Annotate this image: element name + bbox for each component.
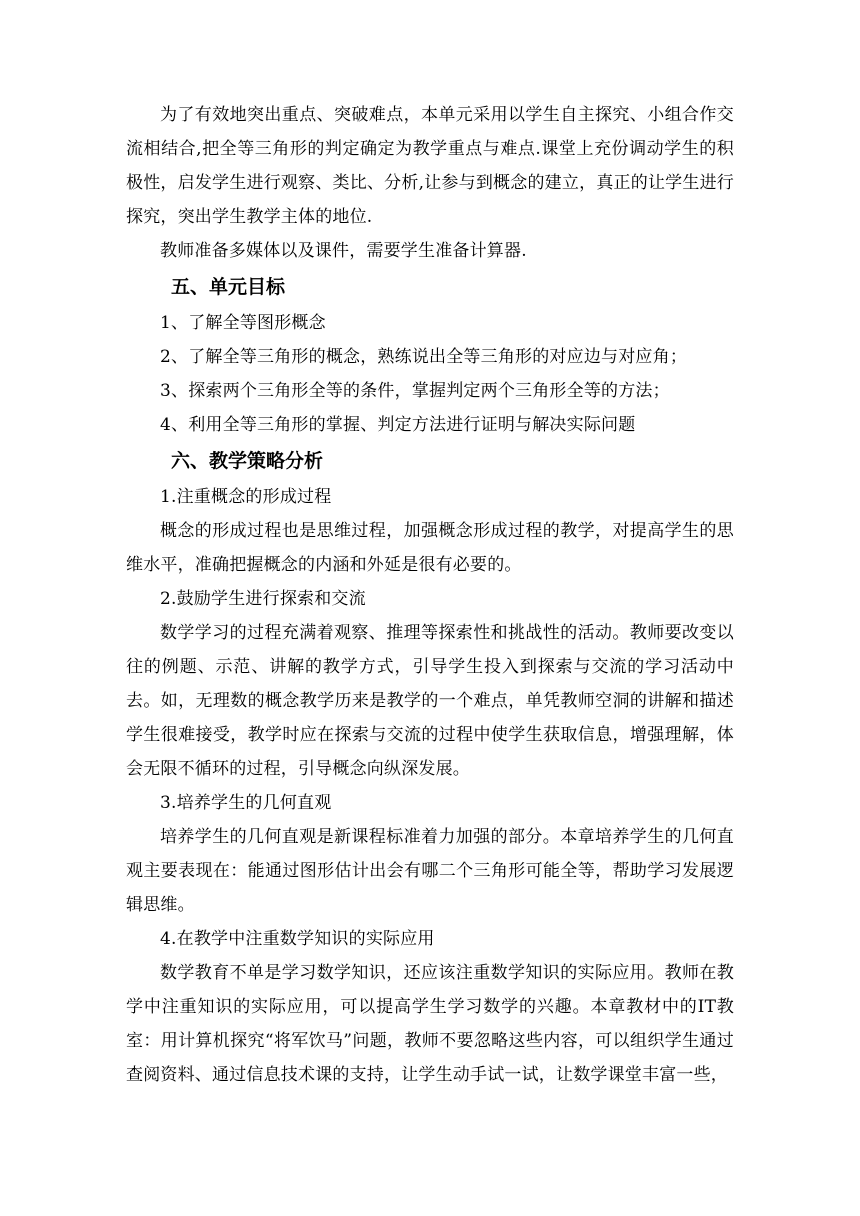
goal-item-2: 2、了解全等三角形的概念，熟练说出全等三角形的对应边与对应角； xyxy=(160,347,688,367)
strategy-title-4: 4.在教学中注重数学知识的实际应用 xyxy=(160,929,435,949)
intro-paragraph-1: 为了有效地突出重点、突破难点，本单元采用以学生自主探究、小组合作交流相结合,把全等三角形的判定确定为教学重点与难点.课堂上充份调动学生的积极性，启发学生进行观察、类比、分析,让参与到概念的建立，真正的让学生进行探究，突出学生教学主体的地位. xyxy=(126,105,734,227)
strategy-body-2: 数学学习的过程充满着观察、推理等探索性和挑战性的活动。教师要改变以往的例题、示范、讲解的教学方式，引导学生投入到探索与交流的学习活动中去。如，无理数的概念教学历来是教学的一个难点，单凭教师空洞的讲解和描述学生很难接受，教学时应在探索与交流的过程中使学生获取信息，增强理解，体会无限不循环的过程，引导概念向纵深发展。 xyxy=(126,623,734,779)
strategy-body-3: 培养学生的几何直观是新课程标准着力加强的部分。本章培养学生的几何直观主要表现在：能通过图形估计出会有哪二个三角形可能全等，帮助学习发展逻辑思维。 xyxy=(126,827,734,915)
document-body xyxy=(126,98,734,1092)
section-heading-strategy: 六、教学策略分析 xyxy=(171,450,324,472)
goal-item-1: 1、了解全等图形概念 xyxy=(160,313,326,333)
strategy-title-3: 3.培养学生的几何直观 xyxy=(160,793,332,813)
intro-paragraph-2: 教师准备多媒体以及课件，需要学生准备计算器. xyxy=(160,241,527,261)
section-heading-goals: 五、单元目标 xyxy=(171,276,286,298)
strategy-title-2: 2.鼓励学生进行探索和交流 xyxy=(160,589,366,609)
strategy-body-1: 概念的形成过程也是思维过程，加强概念形成过程的教学，对提高学生的思维水平，准确把握概念的内涵和外延是很有必要的。 xyxy=(126,521,734,575)
goal-item-4: 4、利用全等三角形的掌握、判定方法进行证明与解决实际问题 xyxy=(160,415,636,435)
strategy-body-4: 数学教育不单是学习数学知识，还应该注重数学知识的实际应用。教师在教学中注重知识的实际应用，可以提高学生学习数学的兴趣。本章教材中的IT教室：用计算机探究“将军饮马”问题，教师不要忽略这些内容，可以组织学生通过查阅资料、通过信息技术课的支持，让学生动手试一试，让数学课堂丰富一些， xyxy=(126,963,734,1085)
goal-item-3: 3、探索两个三角形全等的条件，掌握判定两个三角形全等的方法； xyxy=(160,381,670,401)
strategy-title-1: 1.注重概念的形成过程 xyxy=(160,487,332,507)
